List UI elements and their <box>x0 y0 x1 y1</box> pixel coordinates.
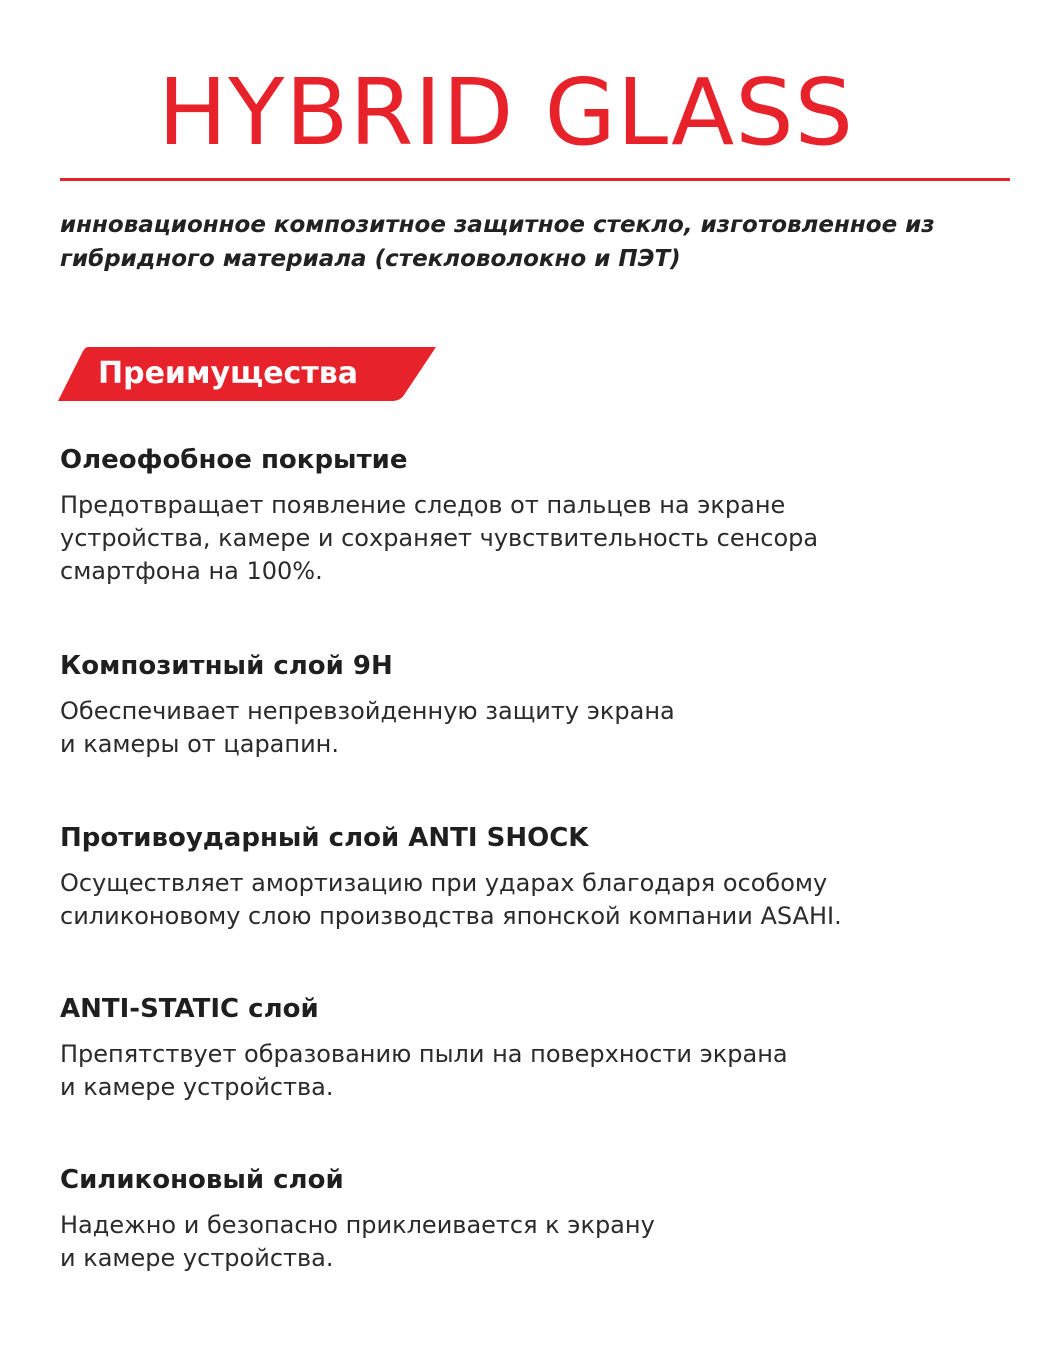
feature-title: ANTI-STATIC слой <box>60 994 319 1024</box>
feature-oleophobic <box>60 443 1020 588</box>
description-line: Препятствует образованию пыли на поверхности экрана <box>60 1040 788 1068</box>
feature-description <box>60 489 1020 588</box>
feature-anti-shock <box>60 821 1020 933</box>
feature-silicone <box>60 1163 1020 1275</box>
title-divider <box>60 178 1010 181</box>
feature-description <box>60 1038 1020 1104</box>
feature-title: Противоударный слой ANTI SHOCK <box>60 823 589 853</box>
description-line: Обеспечивает непревзойденную защиту экрана <box>60 697 675 725</box>
section-badge <box>58 347 438 401</box>
description-line: смартфона на 100%. <box>60 557 323 585</box>
feature-description <box>60 867 1020 933</box>
feature-title: Силиконовый слой <box>60 1165 344 1195</box>
feature-anti-static <box>60 992 1020 1104</box>
description-line: Предотвращает появление следов от пальцев на экране <box>60 491 786 519</box>
feature-title: Композитный слой 9H <box>60 651 393 681</box>
product-description: инновационное композитное защитное стекло, изготовленное из гибридного материала (стекловолокно и ПЭТ) <box>60 212 935 272</box>
page-title: HYBRID GLASS <box>158 59 855 166</box>
section-heading: Преимущества <box>98 356 358 391</box>
feature-composite-9h <box>60 649 1020 761</box>
description-line: устройства, камере и сохраняет чувствительность сенсора <box>60 524 819 552</box>
description-line: и камере устройства. <box>60 1073 334 1101</box>
feature-title: Олеофобное покрытие <box>60 445 408 475</box>
description-line: силиконовому слою производства японской компании ASAHI. <box>60 902 842 930</box>
feature-description <box>60 695 1020 761</box>
feature-description <box>60 1209 1020 1275</box>
description-line: Надежно и безопасно приклеивается к экрану <box>60 1211 655 1239</box>
description-line: и камеры от царапин. <box>60 730 339 758</box>
description-line: Осуществляет амортизацию при ударах благодаря особому <box>60 869 828 897</box>
description-line: и камере устройства. <box>60 1244 334 1272</box>
